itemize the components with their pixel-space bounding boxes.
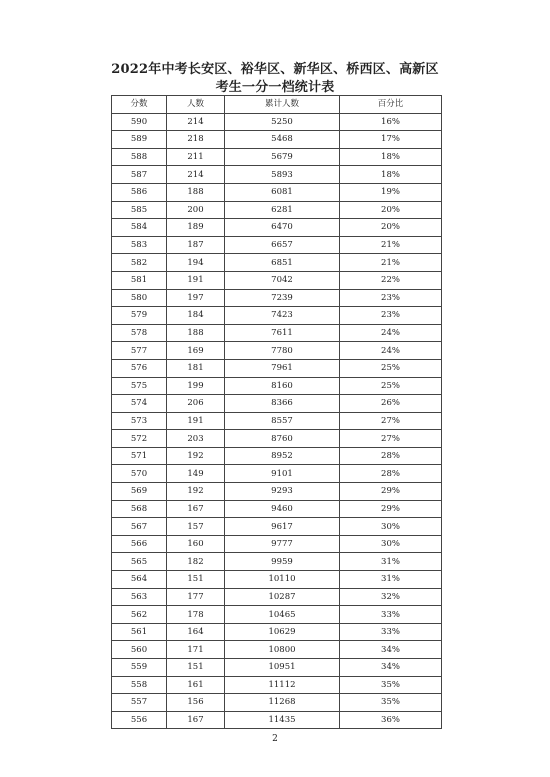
cell-count: 191: [167, 412, 225, 430]
cell-score: 578: [112, 324, 167, 342]
cell-percent: 31%: [340, 571, 442, 589]
table-row: [112, 711, 442, 729]
table-row: [112, 166, 442, 184]
table-row: [112, 483, 442, 501]
cell-percent: 30%: [340, 535, 442, 553]
cell-cumulative: 10287: [225, 588, 340, 606]
cell-cumulative: 5893: [225, 166, 340, 184]
table-row: [112, 342, 442, 360]
cell-score: 565: [112, 553, 167, 571]
cell-score: 569: [112, 483, 167, 501]
cell-score: 581: [112, 271, 167, 289]
cell-count: 192: [167, 483, 225, 501]
cell-cumulative: 7961: [225, 359, 340, 377]
cell-score: 558: [112, 676, 167, 694]
cell-percent: 23%: [340, 289, 442, 307]
cell-percent: 32%: [340, 588, 442, 606]
cell-score: 587: [112, 166, 167, 184]
cell-cumulative: 6081: [225, 183, 340, 201]
cell-cumulative: 7239: [225, 289, 340, 307]
cell-count: 182: [167, 553, 225, 571]
cell-percent: 21%: [340, 254, 442, 272]
cell-score: 568: [112, 500, 167, 518]
table-row: [112, 148, 442, 166]
cell-count: 161: [167, 676, 225, 694]
cell-count: 181: [167, 359, 225, 377]
table-row: [112, 289, 442, 307]
cell-count: 151: [167, 571, 225, 589]
cell-percent: 24%: [340, 342, 442, 360]
table-row: [112, 535, 442, 553]
cell-score: 580: [112, 289, 167, 307]
cell-cumulative: 7423: [225, 307, 340, 325]
cell-percent: 27%: [340, 412, 442, 430]
table-row: [112, 571, 442, 589]
cell-percent: 22%: [340, 271, 442, 289]
cell-cumulative: 9959: [225, 553, 340, 571]
cell-count: 184: [167, 307, 225, 325]
cell-cumulative: 8366: [225, 395, 340, 413]
cell-count: 214: [167, 113, 225, 131]
page-subtitle: 考生一分一档统计表: [215, 80, 335, 95]
column-header-cumulative: 累计人数: [225, 96, 340, 114]
cell-cumulative: 9617: [225, 518, 340, 536]
cell-percent: 28%: [340, 447, 442, 465]
cell-score: 557: [112, 694, 167, 712]
cell-percent: 24%: [340, 324, 442, 342]
table-row: [112, 254, 442, 272]
cell-count: 167: [167, 711, 225, 729]
cell-count: 188: [167, 324, 225, 342]
table-row: [112, 606, 442, 624]
cell-score: 567: [112, 518, 167, 536]
cell-cumulative: 7780: [225, 342, 340, 360]
page-title: 2022年中考长安区、裕华区、新华区、桥西区、高新区: [111, 62, 439, 77]
table-row: [112, 359, 442, 377]
cell-count: 191: [167, 271, 225, 289]
cell-count: 157: [167, 518, 225, 536]
table-body: [112, 113, 442, 729]
table-row: [112, 588, 442, 606]
table-row: [112, 694, 442, 712]
cell-score: 572: [112, 430, 167, 448]
cell-count: 187: [167, 236, 225, 254]
cell-cumulative: 6281: [225, 201, 340, 219]
cell-percent: 33%: [340, 623, 442, 641]
cell-percent: 27%: [340, 430, 442, 448]
cell-percent: 26%: [340, 395, 442, 413]
cell-score: 579: [112, 307, 167, 325]
table-row: [112, 553, 442, 571]
column-header-count: 人数: [167, 96, 225, 114]
cell-cumulative: 8557: [225, 412, 340, 430]
cell-count: 169: [167, 342, 225, 360]
cell-score: 582: [112, 254, 167, 272]
table-row: [112, 641, 442, 659]
cell-percent: 35%: [340, 694, 442, 712]
cell-count: 151: [167, 659, 225, 677]
cell-cumulative: 5679: [225, 148, 340, 166]
table-row: [112, 113, 442, 131]
cell-score: 559: [112, 659, 167, 677]
cell-cumulative: 10951: [225, 659, 340, 677]
cell-percent: 19%: [340, 183, 442, 201]
cell-count: 214: [167, 166, 225, 184]
cell-score: 570: [112, 465, 167, 483]
cell-cumulative: 10800: [225, 641, 340, 659]
cell-cumulative: 9777: [225, 535, 340, 553]
cell-percent: 31%: [340, 553, 442, 571]
cell-score: 560: [112, 641, 167, 659]
cell-cumulative: 5468: [225, 131, 340, 149]
cell-score: 566: [112, 535, 167, 553]
cell-percent: 20%: [340, 201, 442, 219]
table-row: [112, 447, 442, 465]
column-header-percent: 百分比: [340, 96, 442, 114]
table-row: [112, 412, 442, 430]
cell-count: 171: [167, 641, 225, 659]
cell-cumulative: 6851: [225, 254, 340, 272]
table-row: [112, 219, 442, 237]
table-row: [112, 201, 442, 219]
page-number: 2: [272, 734, 278, 744]
cell-count: 203: [167, 430, 225, 448]
table-row: [112, 307, 442, 325]
cell-score: 586: [112, 183, 167, 201]
cell-cumulative: 8952: [225, 447, 340, 465]
cell-count: 167: [167, 500, 225, 518]
cell-cumulative: 6657: [225, 236, 340, 254]
cell-count: 197: [167, 289, 225, 307]
cell-count: 206: [167, 395, 225, 413]
cell-score: 588: [112, 148, 167, 166]
cell-percent: 28%: [340, 465, 442, 483]
cell-count: 211: [167, 148, 225, 166]
table-row: [112, 377, 442, 395]
cell-percent: 29%: [340, 500, 442, 518]
cell-count: 156: [167, 694, 225, 712]
table-row: [112, 271, 442, 289]
cell-percent: 18%: [340, 148, 442, 166]
table-row: [112, 676, 442, 694]
cell-percent: 17%: [340, 131, 442, 149]
table-row: [112, 500, 442, 518]
cell-cumulative: 9101: [225, 465, 340, 483]
table-row: [112, 324, 442, 342]
table-row: [112, 518, 442, 536]
cell-score: 590: [112, 113, 167, 131]
cell-count: 188: [167, 183, 225, 201]
cell-score: 571: [112, 447, 167, 465]
cell-percent: 20%: [340, 219, 442, 237]
table-row: [112, 659, 442, 677]
cell-percent: 25%: [340, 359, 442, 377]
cell-cumulative: 10629: [225, 623, 340, 641]
cell-score: 583: [112, 236, 167, 254]
table-row: [112, 623, 442, 641]
cell-cumulative: 5250: [225, 113, 340, 131]
cell-score: 573: [112, 412, 167, 430]
cell-score: 585: [112, 201, 167, 219]
cell-cumulative: 7042: [225, 271, 340, 289]
cell-percent: 36%: [340, 711, 442, 729]
table-header-row: [112, 96, 442, 114]
cell-count: 149: [167, 465, 225, 483]
table-row: [112, 183, 442, 201]
cell-cumulative: 10465: [225, 606, 340, 624]
cell-score: 576: [112, 359, 167, 377]
cell-cumulative: 11112: [225, 676, 340, 694]
cell-percent: 25%: [340, 377, 442, 395]
cell-count: 200: [167, 201, 225, 219]
cell-score: 562: [112, 606, 167, 624]
cell-score: 564: [112, 571, 167, 589]
cell-percent: 18%: [340, 166, 442, 184]
cell-percent: 34%: [340, 659, 442, 677]
cell-count: 218: [167, 131, 225, 149]
cell-count: 192: [167, 447, 225, 465]
cell-count: 189: [167, 219, 225, 237]
cell-cumulative: 9460: [225, 500, 340, 518]
cell-count: 160: [167, 535, 225, 553]
cell-score: 577: [112, 342, 167, 360]
cell-count: 177: [167, 588, 225, 606]
cell-percent: 29%: [340, 483, 442, 501]
table-row: [112, 465, 442, 483]
cell-score: 575: [112, 377, 167, 395]
cell-score: 556: [112, 711, 167, 729]
cell-cumulative: 11435: [225, 711, 340, 729]
cell-cumulative: 7611: [225, 324, 340, 342]
score-distribution-table: [111, 95, 442, 729]
cell-percent: 35%: [340, 676, 442, 694]
cell-cumulative: 6470: [225, 219, 340, 237]
cell-score: 561: [112, 623, 167, 641]
cell-cumulative: 8160: [225, 377, 340, 395]
table-row: [112, 430, 442, 448]
cell-cumulative: 11268: [225, 694, 340, 712]
table-row: [112, 395, 442, 413]
cell-cumulative: 10110: [225, 571, 340, 589]
cell-percent: 21%: [340, 236, 442, 254]
cell-count: 178: [167, 606, 225, 624]
column-header-score: 分数: [112, 96, 167, 114]
cell-count: 194: [167, 254, 225, 272]
cell-percent: 30%: [340, 518, 442, 536]
cell-percent: 34%: [340, 641, 442, 659]
table-row: [112, 131, 442, 149]
cell-cumulative: 9293: [225, 483, 340, 501]
cell-score: 574: [112, 395, 167, 413]
cell-count: 199: [167, 377, 225, 395]
cell-score: 584: [112, 219, 167, 237]
cell-score: 563: [112, 588, 167, 606]
cell-score: 589: [112, 131, 167, 149]
cell-cumulative: 8760: [225, 430, 340, 448]
cell-percent: 33%: [340, 606, 442, 624]
cell-percent: 23%: [340, 307, 442, 325]
table-row: [112, 236, 442, 254]
cell-percent: 16%: [340, 113, 442, 131]
cell-count: 164: [167, 623, 225, 641]
